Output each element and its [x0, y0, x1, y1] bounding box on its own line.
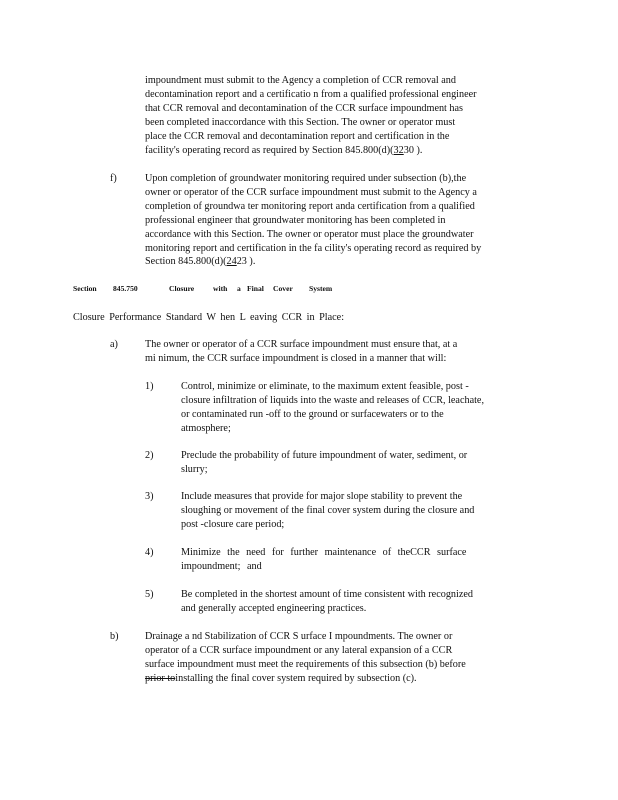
paragraph-line: sloughing or movement of the final cover system during the closure and	[181, 504, 475, 516]
paragraph-line-last	[145, 255, 539, 269]
paragraph-line: or contaminated run -off to the ground or surfacewaters or to the	[181, 408, 444, 420]
subitem-2-paragraph	[181, 449, 519, 477]
line-text: 30 ).	[403, 144, 423, 156]
deleted-text: prior to	[145, 672, 176, 684]
paragraph-line: post -closure care period;	[181, 518, 285, 530]
paragraph-line: owner or operator of the CCR surface impoundment must submit to the Agency a	[145, 186, 477, 198]
paragraph-line: operator of a CCR surface impoundment or any lateral expansion of a CCR	[145, 644, 453, 656]
paragraph-line: atmosphere;	[181, 422, 231, 434]
paragraph-line: that CCR removal and decontamination of the CCR surface impoundment has	[145, 102, 464, 114]
line-text: 23 ).	[236, 256, 256, 268]
paragraph-line: place the CCR removal and decontamination report and certification in the	[145, 130, 450, 142]
paragraph-line: and generally accepted engineering practices.	[181, 602, 367, 614]
paragraph-line: been completed inaccordance with this Section. The owner or operator must	[145, 116, 456, 128]
subitem-3-paragraph	[181, 490, 523, 532]
inserted-text: 24	[226, 256, 237, 268]
paragraph-line: accordance with this Section. The owner or operator must place the groundwater	[145, 228, 474, 240]
subitem-3-label: 3)	[145, 491, 154, 502]
section-word: Final	[247, 284, 264, 293]
item-b-label: b)	[110, 631, 119, 642]
item-a-paragraph	[145, 338, 515, 366]
paragraph-line: Control, minimize or eliminate, to the maximum extent feasible, post -	[181, 381, 469, 392]
line-text: Section 845.800(d)(	[145, 256, 227, 268]
subitem-5-label: 5)	[145, 589, 154, 600]
paragraph-line: Minimize the need for further maintenance of theCCR surface	[181, 547, 467, 558]
paragraph-line: mi nimum, the CCR surface impoundment is closed in a manner that will:	[145, 352, 447, 364]
subitem-4-paragraph	[181, 546, 481, 574]
section-word: with	[213, 284, 228, 293]
paragraph-line: Include measures that provide for major slope stability to prevent the	[181, 491, 463, 502]
paragraph-line: surface impoundment must meet the requirements of this subsection (b) before	[145, 658, 466, 670]
subitem-1-paragraph	[181, 380, 531, 436]
paragraph-line: slurry;	[181, 463, 208, 475]
section-number: 845.750	[113, 284, 138, 293]
item-f-paragraph	[145, 172, 539, 269]
paragraph-line-last	[145, 144, 521, 158]
subitem-1-label: 1)	[145, 381, 154, 392]
item-a-label: a)	[110, 339, 118, 350]
paragraph-line: professional engineer that groundwater monitoring has been completed in	[145, 214, 446, 226]
paragraph-line-last	[145, 672, 519, 686]
item-f-label: f)	[110, 173, 117, 184]
section-word: System	[309, 284, 333, 293]
paragraph-line: Preclude the probability of future impoundment of water, sediment, or	[181, 450, 468, 461]
intro-paragraph	[145, 74, 521, 157]
section-word: Section	[73, 284, 97, 293]
line-text: installing the final cover system required by subsection (c).	[175, 672, 417, 684]
section-word: Closure	[169, 284, 195, 293]
paragraph-line: impoundment; and	[181, 560, 262, 572]
section-heading	[73, 284, 332, 293]
inserted-text: 32	[393, 144, 404, 156]
paragraph-line: monitoring report and certification in the fa cility's operating record as required by	[145, 242, 482, 254]
paragraph-line: completion of groundwa ter monitoring report anda certification from a qualified	[145, 200, 475, 212]
paragraph-line: Drainage a nd Stabilization of CCR S urface I mpoundments. The owner or	[145, 631, 453, 642]
paragraph-line: decontamination report and a certificatio n from a qualified professional engineer	[145, 88, 477, 100]
subitem-4-label: 4)	[145, 547, 154, 558]
subheading: Closure Performance Standard W hen L eaving CCR in Place:	[73, 312, 345, 323]
paragraph-line: Upon completion of groundwater monitoring required under subsection (b),the	[145, 173, 467, 184]
paragraph-line: impoundment must submit to the Agency a completion of CCR removal and	[145, 75, 456, 86]
section-word: Cover	[273, 284, 293, 293]
item-b-paragraph	[145, 630, 519, 686]
section-word: a	[237, 284, 241, 293]
paragraph-line: The owner or operator of a CCR surface impoundment must ensure that, at a	[145, 339, 458, 350]
subitem-2-label: 2)	[145, 450, 154, 461]
paragraph-line: Be completed in the shortest amount of time consistent with recognized	[181, 589, 473, 600]
paragraph-line: closure infiltration of liquids into the waste and releases of CCR, leachate,	[181, 394, 484, 406]
subitem-5-paragraph	[181, 588, 517, 616]
line-text: facility's operating record as required by Section 845.800(d)(	[145, 144, 394, 156]
